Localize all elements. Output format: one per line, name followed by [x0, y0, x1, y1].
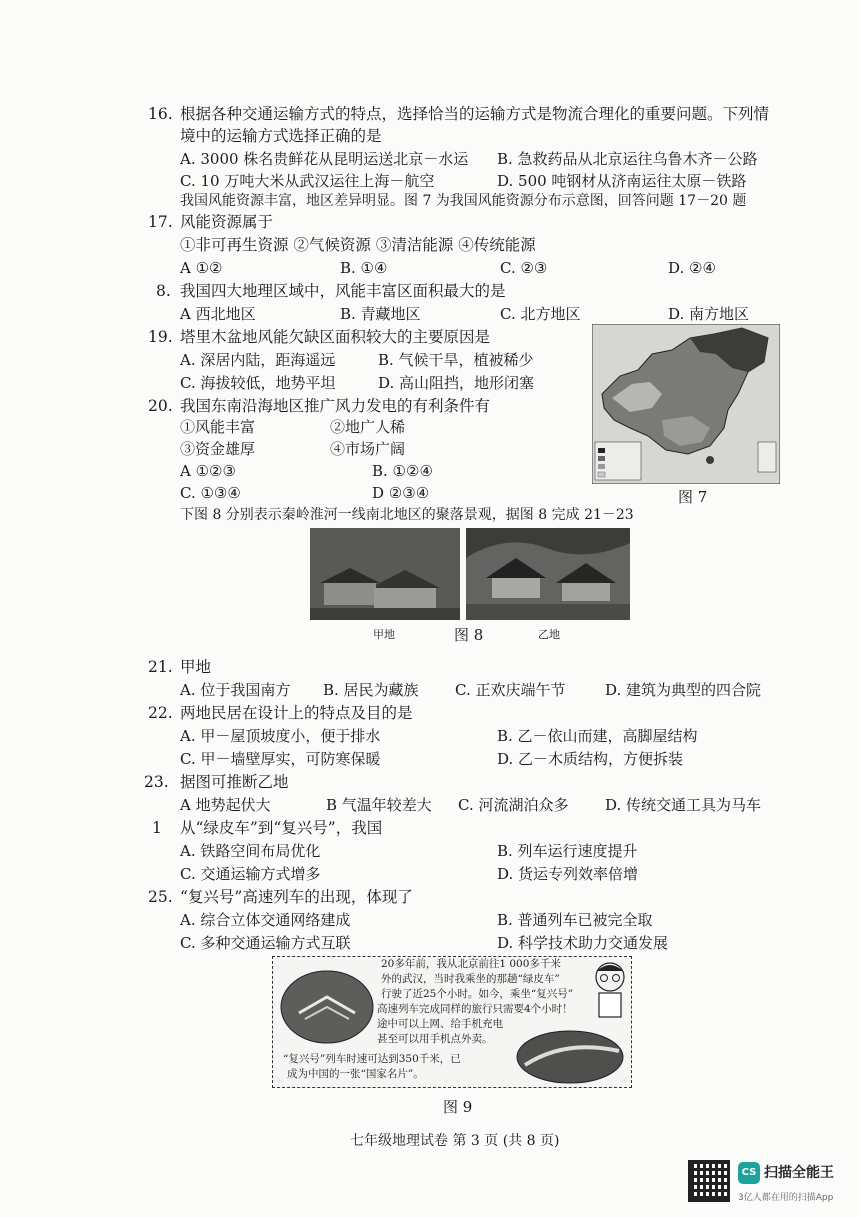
fig8-jia-photo [310, 528, 460, 620]
boy-avatar-icon [591, 959, 629, 1019]
q23-option-b: B 气温年较差大 [326, 796, 432, 814]
q16-option-c: C. 10 万吨大米从武汉运往上海－航空 [180, 172, 435, 190]
q21-option-b: B. 居民为藏族 [323, 681, 419, 699]
q23-option-a: A 地势起伏大 [180, 796, 271, 814]
q16-number: 16. [148, 105, 173, 123]
q25-option-c: C. 多种交通运输方式互联 [180, 934, 351, 952]
q16-stem-line1: 根据各种交通运输方式的特点，选择恰当的运输方式是物流合理化的重要问题。下列情 [180, 105, 770, 123]
q25-option-d: D. 科学技术助力交通发展 [497, 934, 669, 952]
q18-option-c: C. 北方地区 [500, 305, 581, 323]
q25-stem: “复兴号”高速列车的出现，体现了 [180, 888, 413, 906]
q20-item-2: ②地广人稀 [330, 418, 406, 436]
fig8-yi-label: 乙地 [538, 628, 560, 641]
q20-number: 20. [148, 397, 173, 415]
q24-option-b: B. 列车运行速度提升 [497, 842, 638, 860]
china-wind-map [592, 324, 780, 484]
q19-stem: 塔里木盆地风能欠缺区面积较大的主要原因是 [180, 328, 491, 346]
q20-stem: 我国东南沿海地区推广风力发电的有利条件有 [180, 397, 491, 415]
q24-stem: 从“绿皮车”到“复兴号”，我国 [180, 819, 383, 837]
q20-item-3: ③资金雄厚 [180, 440, 256, 458]
q19-option-b: B. 气候干旱，植被稀少 [378, 351, 534, 369]
q22-option-d: D. 乙－木质结构，方便拆装 [497, 750, 684, 768]
q16-stem-line2: 境中的运输方式选择正确的是 [180, 127, 382, 145]
q25-number: 25. [148, 888, 173, 906]
cartoon-line-7: “复兴号”列车时速可达到350千米，已 [283, 1053, 461, 1065]
q20-item-4: ④市场广阔 [330, 440, 406, 458]
intro-17-20: 我国风能资源丰富，地区差异明显。图 7 为我国风能资源分布示意图，回答问题 17－20 题 [180, 193, 747, 209]
q22-option-a: A. 甲－屋顶坡度小，便于排水 [180, 727, 381, 745]
q19-option-a: A. 深居内陆，距海遥远 [180, 351, 336, 369]
q21-stem: 甲地 [180, 658, 212, 676]
q22-option-c: C. 甲－墙壁厚实，可防寒保暖 [180, 750, 381, 768]
fig8-jia-label: 甲地 [373, 628, 395, 641]
q17-option-b: B. ①④ [340, 259, 388, 277]
q21-option-c: C. 正欢庆端午节 [455, 681, 566, 699]
q20-option-c: C. ①③④ [180, 484, 241, 502]
q18-option-a: A 西北地区 [180, 305, 256, 323]
q16-option-d: D. 500 吨钢材从济南运往太原－铁路 [497, 172, 747, 190]
q23-stem: 据图可推断乙地 [180, 773, 289, 791]
cartoon-line-3: 行驶了近25个小时。如今，乘坐“复兴号” [381, 988, 574, 1000]
cartoon-line-2: 外的武汉，当时我乘坐的那趟“绿皮车” [381, 973, 560, 985]
cartoon-line-6: 甚至可以用手机点外卖。 [377, 1033, 493, 1045]
q21-number: 21. [148, 658, 173, 676]
camscanner-name: 扫描全能王 [764, 1165, 834, 1181]
q20-option-a: A ①②③ [180, 462, 236, 480]
fig9-cartoon [272, 956, 632, 1088]
q16-option-a: A. 3000 株名贵鲜花从昆明运送北京－水运 [180, 150, 469, 168]
q25-option-b: B. 普通列车已被完全取 [497, 911, 653, 929]
q22-number: 22. [148, 704, 173, 722]
q24-number: 1 [152, 819, 162, 837]
q23-option-d: D. 传统交通工具为马车 [605, 796, 762, 814]
fig8-caption: 图 8 [454, 626, 484, 644]
q22-option-b: B. 乙－依山而建，高脚屋结构 [497, 727, 698, 745]
q17-option-d: D. ②④ [668, 259, 716, 277]
q17-number: 17. [148, 213, 173, 231]
camscanner-tagline: 3亿人都在用的扫描App [738, 1193, 834, 1203]
q19-number: 19. [148, 328, 173, 346]
fig9-caption: 图 9 [443, 1098, 473, 1116]
cartoon-line-4: 高速列车完成同样的旅行只需要4个小时！ [377, 1003, 573, 1015]
q23-option-c: C. 河流湖泊众多 [458, 796, 569, 814]
q20-option-d: D ②③④ [372, 484, 430, 502]
camscanner-logo: CS [738, 1162, 760, 1184]
cartoon-line-1: 20多年前，我从北京前往1 000多千米 [381, 958, 561, 970]
q17-stem: 风能资源属于 [180, 213, 274, 231]
q21-option-a: A. 位于我国南方 [180, 681, 291, 699]
q19-option-c: C. 海拔较低，地势平坦 [180, 374, 336, 392]
q17-option-c: C. ②③ [500, 259, 548, 277]
q21-option-d: D. 建筑为典型的四合院 [605, 681, 762, 699]
q23-number: 23. [144, 773, 169, 791]
q18-option-b: B. 青藏地区 [340, 305, 421, 323]
page-footer: 七年级地理试卷 第 3 页 (共 8 页) [350, 1133, 560, 1149]
q24-option-d: D. 货运专列效率倍增 [497, 865, 639, 883]
q17-items: ①非可再生资源 ②气候资源 ③清洁能源 ④传统能源 [180, 236, 536, 254]
q24-option-a: A. 铁路空间布局优化 [180, 842, 321, 860]
cartoon-line-8: 成为中国的一张“国家名片”。 [287, 1068, 424, 1080]
q18-stem: 我国四大地理区域中，风能丰富区面积最大的是 [180, 282, 506, 300]
fig8-yi-photo [466, 528, 630, 620]
fig7-caption: 图 7 [678, 488, 708, 506]
q16-option-b: B. 急救药品从北京运往乌鲁木齐－公路 [497, 150, 758, 168]
cartoon-line-5: 途中可以上网、给手机充电 [377, 1018, 503, 1030]
q25-option-a: A. 综合立体交通网络建成 [180, 911, 351, 929]
qr-code-icon [688, 1160, 730, 1202]
fuxing-train-photo [515, 1029, 625, 1085]
q18-number: 8. [156, 282, 171, 300]
q17-option-a: A ①② [180, 259, 223, 277]
q24-option-c: C. 交通运输方式增多 [180, 865, 321, 883]
q20-item-1: ①风能丰富 [180, 418, 256, 436]
green-train-photo [279, 969, 375, 1045]
q20-option-b: B. ①②④ [372, 462, 433, 480]
q18-option-d: D. 南方地区 [668, 305, 750, 323]
q22-stem: 两地民居在设计上的特点及目的是 [180, 704, 413, 722]
q19-option-d: D. 高山阻挡，地形闭塞 [378, 374, 535, 392]
intro-21-23: 下图 8 分别表示秦岭淮河一线南北地区的聚落景观，据图 8 完成 21－23 [180, 507, 634, 523]
